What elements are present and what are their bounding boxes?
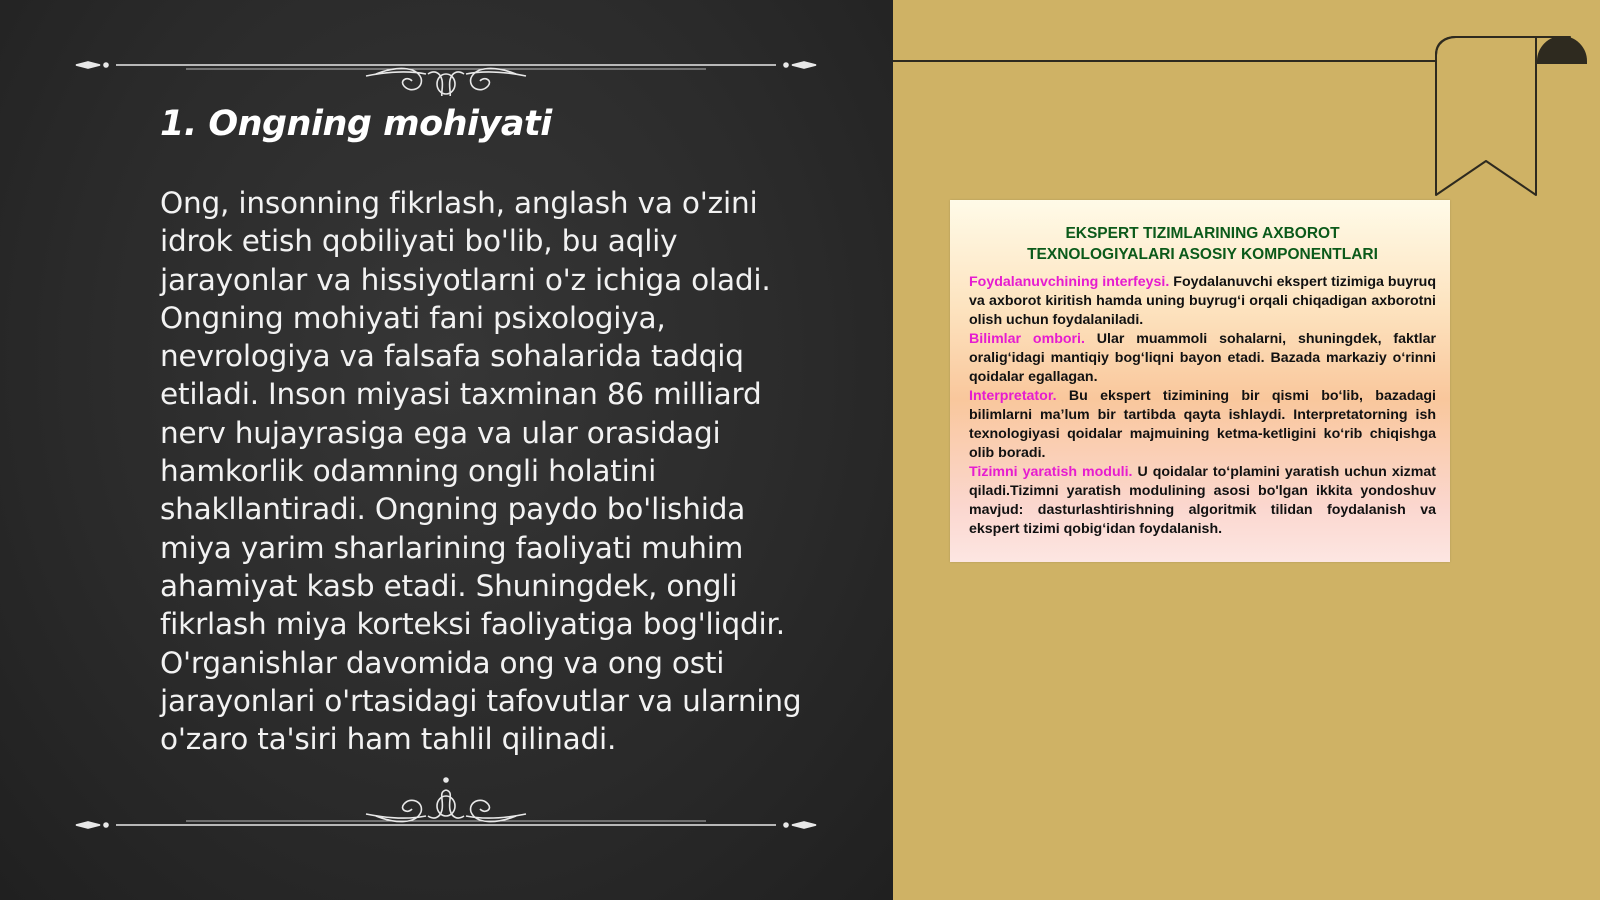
card-item-build-module (969, 463, 1436, 539)
card-title (969, 224, 1436, 265)
card-term: Foydalanuvchining interfeysi. (969, 274, 1170, 290)
card-text: Foydalanuvchi ekspert tizimiga buyruq va axborot kiritish hamda uning buyrug‘i orqali chiqadigan axborotni olish uchun foydalaniladi. (969, 274, 1436, 328)
horizontal-divider (893, 60, 1438, 62)
card-item-interpreter (969, 387, 1436, 463)
card-term: Tizimni yaratish moduli. (969, 464, 1133, 480)
card-item-knowledge-base (969, 330, 1436, 387)
slide-body-text: Ong, insonning fikrlash, anglash va o'zini idrok etish qobiliyati bo'lib, bu aqliy jarayonlar va hissiyotlarni o'z ichiga oladi. Ongning mohiyati fani psixologiya, nevrologiya va falsafa sohalarida tadqiq etiladi. Inson miyasi taxminan 86 milliard nerv hujayrasiga ega va ular orasidagi hamkorlik odamning ongli holatini shakllantiradi. Ongning paydo bo'lishida miya yarim sharlarining faoliyati muhim ahamiyat kasb etadi. Shuningdek, ongli fikrlash miya korteksi faoliyatiga bog'liqdir. O'rganishlar davomida ong va ong osti jarayonlari o'rtasidagi tafovutlar va ularning o'zaro ta'siri ham tahlil qilinadi. (160, 186, 802, 757)
card-title-line-2: TEXNOLOGIYALARI ASOSIY KOMPONENTLARI (1027, 245, 1378, 263)
card-text: Bu ekspert tizimining bir qismi bo‘lib, bazadagi bilimlarni ma’lum bir tartibda qayta ishlaydi. Interpretatorning ish texnologiyasi qoidalar majmuining ketma-ketligini ko‘rib chiqishga olib boradi. (969, 388, 1436, 461)
card-text: Ular muammoli sohalarni, shuningdek, faktlar oralig‘idagi mantiqiy bog‘liqni bayon etadi. Bazada markaziy o‘rinni qoidalar egallagan. (969, 331, 1436, 385)
card-title-line-1: EKSPERT TIZIMLARINING AXBOROT (1065, 225, 1340, 242)
card-term: Interpretator. (969, 388, 1057, 404)
slide-title: 1. Ongning mohiyati (160, 104, 552, 144)
bottom-flourish-divider-icon (66, 772, 826, 832)
card-text: U qoidalar to‘plamini yaratish uchun xizmat qiladi.Tizimni yaratish modulining asosi bo'lgan ikkita yondoshuv mavjud: dasturlashtirishning algoritmik tilidan foydalanish va ekspert tizimi qobig‘idan foydalanish. (969, 464, 1436, 537)
bookmark-ribbon-icon (1434, 35, 1584, 200)
card-term: Bilimlar ombori. (969, 331, 1085, 347)
top-flourish-divider-icon (66, 36, 826, 96)
info-card (950, 200, 1450, 562)
card-item-interface (969, 273, 1436, 330)
